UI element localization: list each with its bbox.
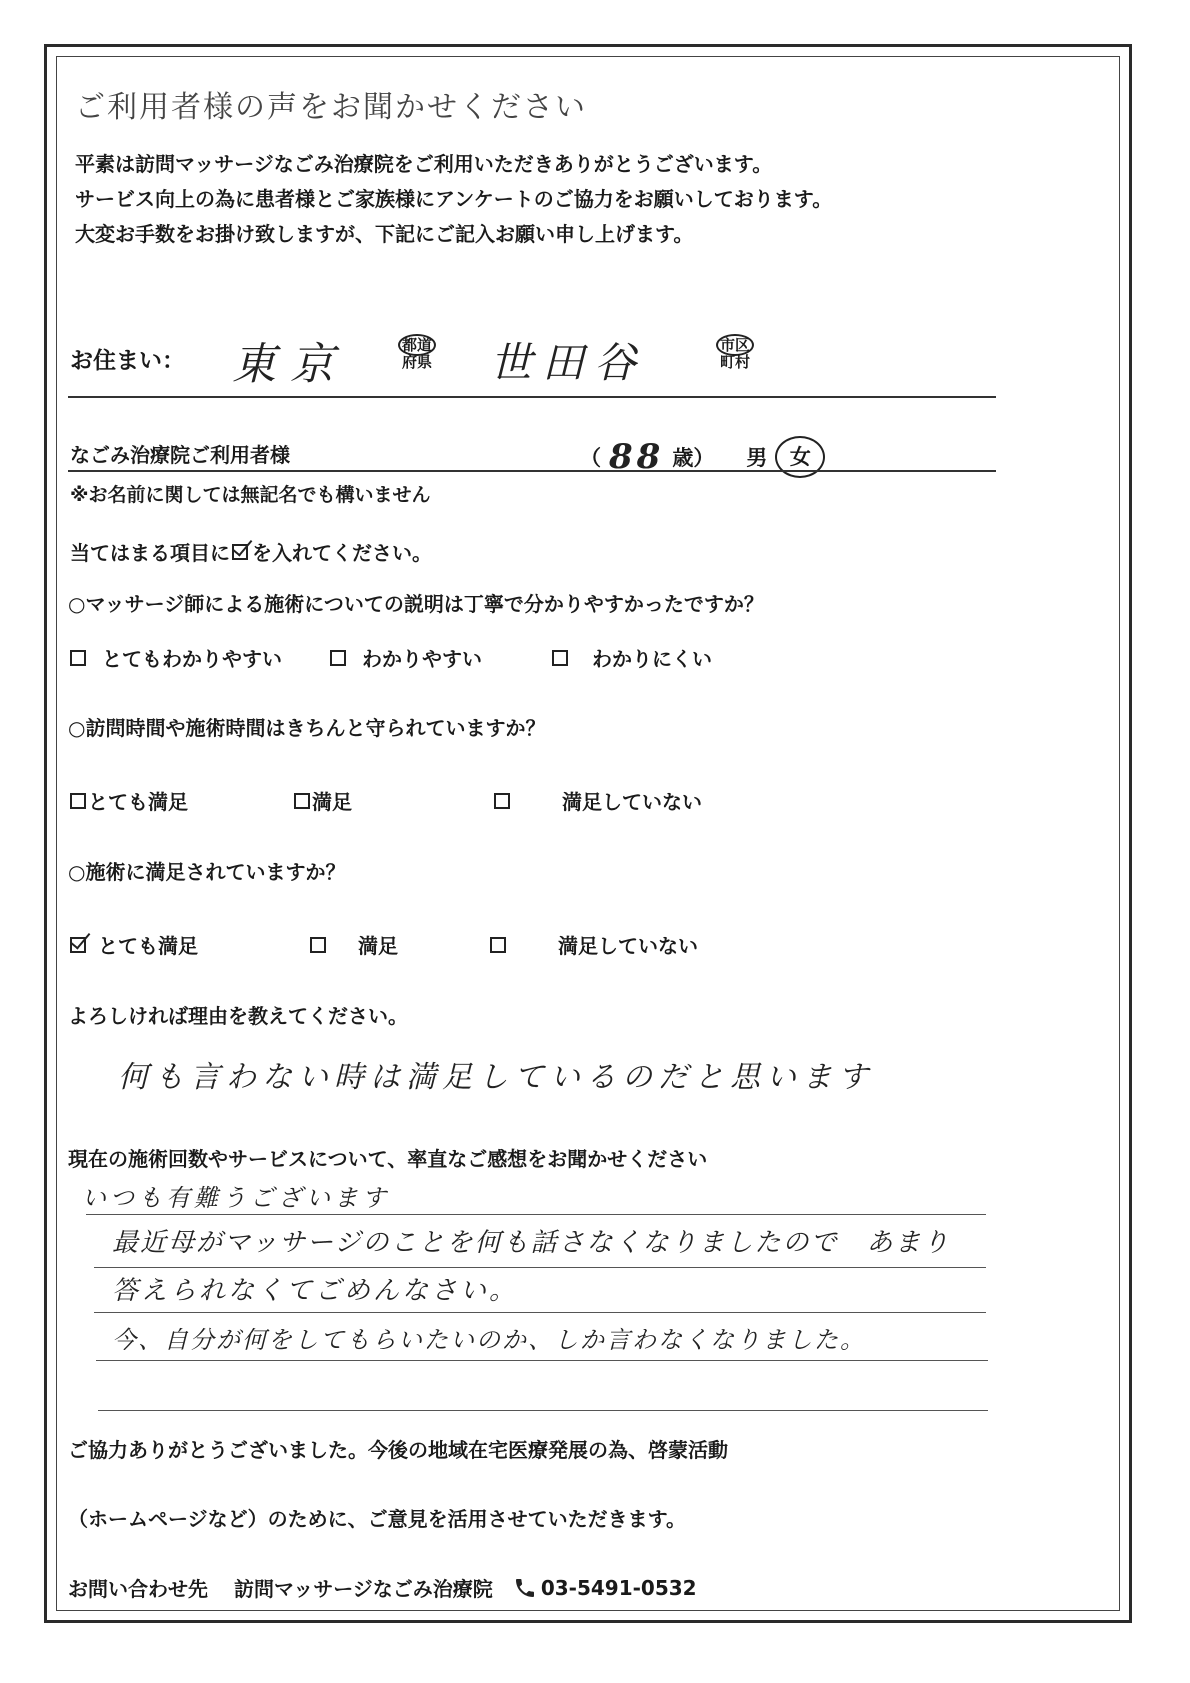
feedback-rule-4 (96, 1360, 988, 1361)
form-title: ご利用者様の声をお聞かせください (75, 90, 587, 125)
contact-phone[interactable]: 03-5491-0532 (540, 1575, 697, 1600)
q1-option-2-label: わかりやすい (362, 647, 482, 671)
prefecture-unit (398, 337, 436, 371)
q2-checkbox-1[interactable] (70, 793, 86, 809)
age-value[interactable]: 88 (609, 437, 665, 477)
q3-option-2[interactable] (310, 930, 398, 959)
q1-option-2[interactable] (330, 643, 482, 672)
q3-option-3[interactable] (490, 930, 698, 959)
q2-option-1[interactable] (70, 786, 188, 815)
q1-checkbox-1[interactable] (70, 650, 86, 666)
q2-option-3-label: 満足していない (562, 790, 702, 814)
q3-option-1[interactable] (70, 930, 198, 959)
q3-checkbox-2[interactable] (310, 937, 326, 953)
gender-male[interactable]: 男 (746, 446, 768, 470)
prefecture-unit-top: 都道 (398, 334, 436, 356)
page-inner-border (56, 56, 1120, 1611)
contact-label: お問い合わせ先 (68, 1577, 208, 1601)
feedback-rule-3 (94, 1312, 986, 1313)
closing-line-1: ご協力ありがとうございました。今後の地域在宅医療発展の為、啓蒙活動 (68, 1438, 728, 1462)
question-2: ○訪問時間や施術時間はきちんと守られていますか？ (68, 716, 546, 740)
gender-female-selected[interactable]: 女 (775, 436, 825, 478)
feedback-rule-1 (86, 1214, 986, 1215)
instruction (70, 537, 432, 566)
q3-option-3-label: 満足していない (558, 934, 698, 958)
q2-checkbox-2[interactable] (294, 793, 310, 809)
contact-row (68, 1573, 697, 1602)
feedback-rule-2 (94, 1267, 986, 1268)
q2-checkbox-3[interactable] (494, 793, 510, 809)
question-1: ○マッサージ師による施術についての説明は丁寧で分かりやすかったですか？ (68, 592, 764, 616)
feedback-label: 現在の施術回数やサービスについて、率直なご感想をお聞かせください (68, 1147, 708, 1171)
q2-option-1-label: とても満足 (88, 790, 188, 814)
q2-option-2[interactable] (294, 786, 352, 815)
q3-option-1-label: とても満足 (98, 934, 198, 958)
address-prefecture-value[interactable]: 東京 (232, 339, 348, 390)
q1-option-3[interactable] (552, 643, 712, 672)
q3-checkbox-1-checked[interactable] (70, 937, 86, 953)
instruction-before: 当てはまる項目に (70, 541, 230, 565)
phone-icon (513, 1576, 537, 1600)
intro-line-1: 平素は訪問マッサージなごみ治療院をご利用いただきありがとうございます。 (75, 152, 773, 176)
prefecture-unit-bottom: 府県 (402, 353, 433, 371)
user-underline (68, 470, 996, 472)
city-unit-top: 市区 (716, 334, 754, 356)
feedback-line-2[interactable]: 最近母がマッサージのことを何も話さなくなりましたので あまり (112, 1228, 951, 1258)
q2-option-2-label: 満足 (312, 790, 352, 814)
feedback-rule-5 (98, 1410, 988, 1411)
q3-checkbox-3[interactable] (490, 937, 506, 953)
q1-checkbox-2[interactable] (330, 650, 346, 666)
feedback-line-1[interactable]: いつも有難うございます (82, 1184, 390, 1212)
question-3: ○施術に満足されていますか？ (68, 860, 346, 884)
contact-clinic: 訪問マッサージなごみ治療院 (234, 1577, 493, 1601)
q1-option-1[interactable] (70, 643, 282, 672)
feedback-line-3[interactable]: 答えられなくてごめんなさい。 (112, 1276, 519, 1306)
age-unit: 歳） (672, 446, 715, 470)
city-unit (716, 337, 754, 371)
q1-option-3-label: わかりにくい (592, 647, 712, 671)
feedback-line-4[interactable]: 今、自分が何をしてもらいたいのか、しか言わなくなりました。 (112, 1326, 866, 1354)
intro-line-3: 大変お手数をお掛け致しますが、下記にご記入お願い申し上げます。 (75, 222, 694, 246)
q2-option-3[interactable] (494, 786, 702, 815)
address-label: お住まい： (70, 348, 185, 374)
q1-option-1-label: とてもわかりやすい (102, 647, 282, 671)
q3-option-2-label: 満足 (358, 934, 398, 958)
instruction-after: を入れてください。 (252, 541, 432, 565)
address-underline (68, 396, 996, 398)
city-unit-bottom: 町村 (720, 353, 751, 371)
user-label: なごみ治療院ご利用者様 (70, 443, 290, 467)
anonymous-note: ※お名前に関しては無記名でも構いません (70, 484, 431, 506)
reason-answer[interactable]: 何も言わない時は満足しているのだと思います (118, 1060, 874, 1095)
q1-checkbox-3[interactable] (552, 650, 568, 666)
reason-label: よろしければ理由を教えてください。 (68, 1004, 408, 1028)
address-city-value[interactable]: 世田谷 (490, 338, 647, 387)
intro-line-2: サービス向上の為に患者様とご家族様にアンケートのご協力をお願いしております。 (75, 187, 833, 211)
closing-line-2: （ホームページなど）のために、ご意見を活用させていただきます。 (68, 1507, 686, 1531)
age-open-paren: （ (580, 446, 601, 470)
checkmark-example-icon (232, 544, 248, 560)
